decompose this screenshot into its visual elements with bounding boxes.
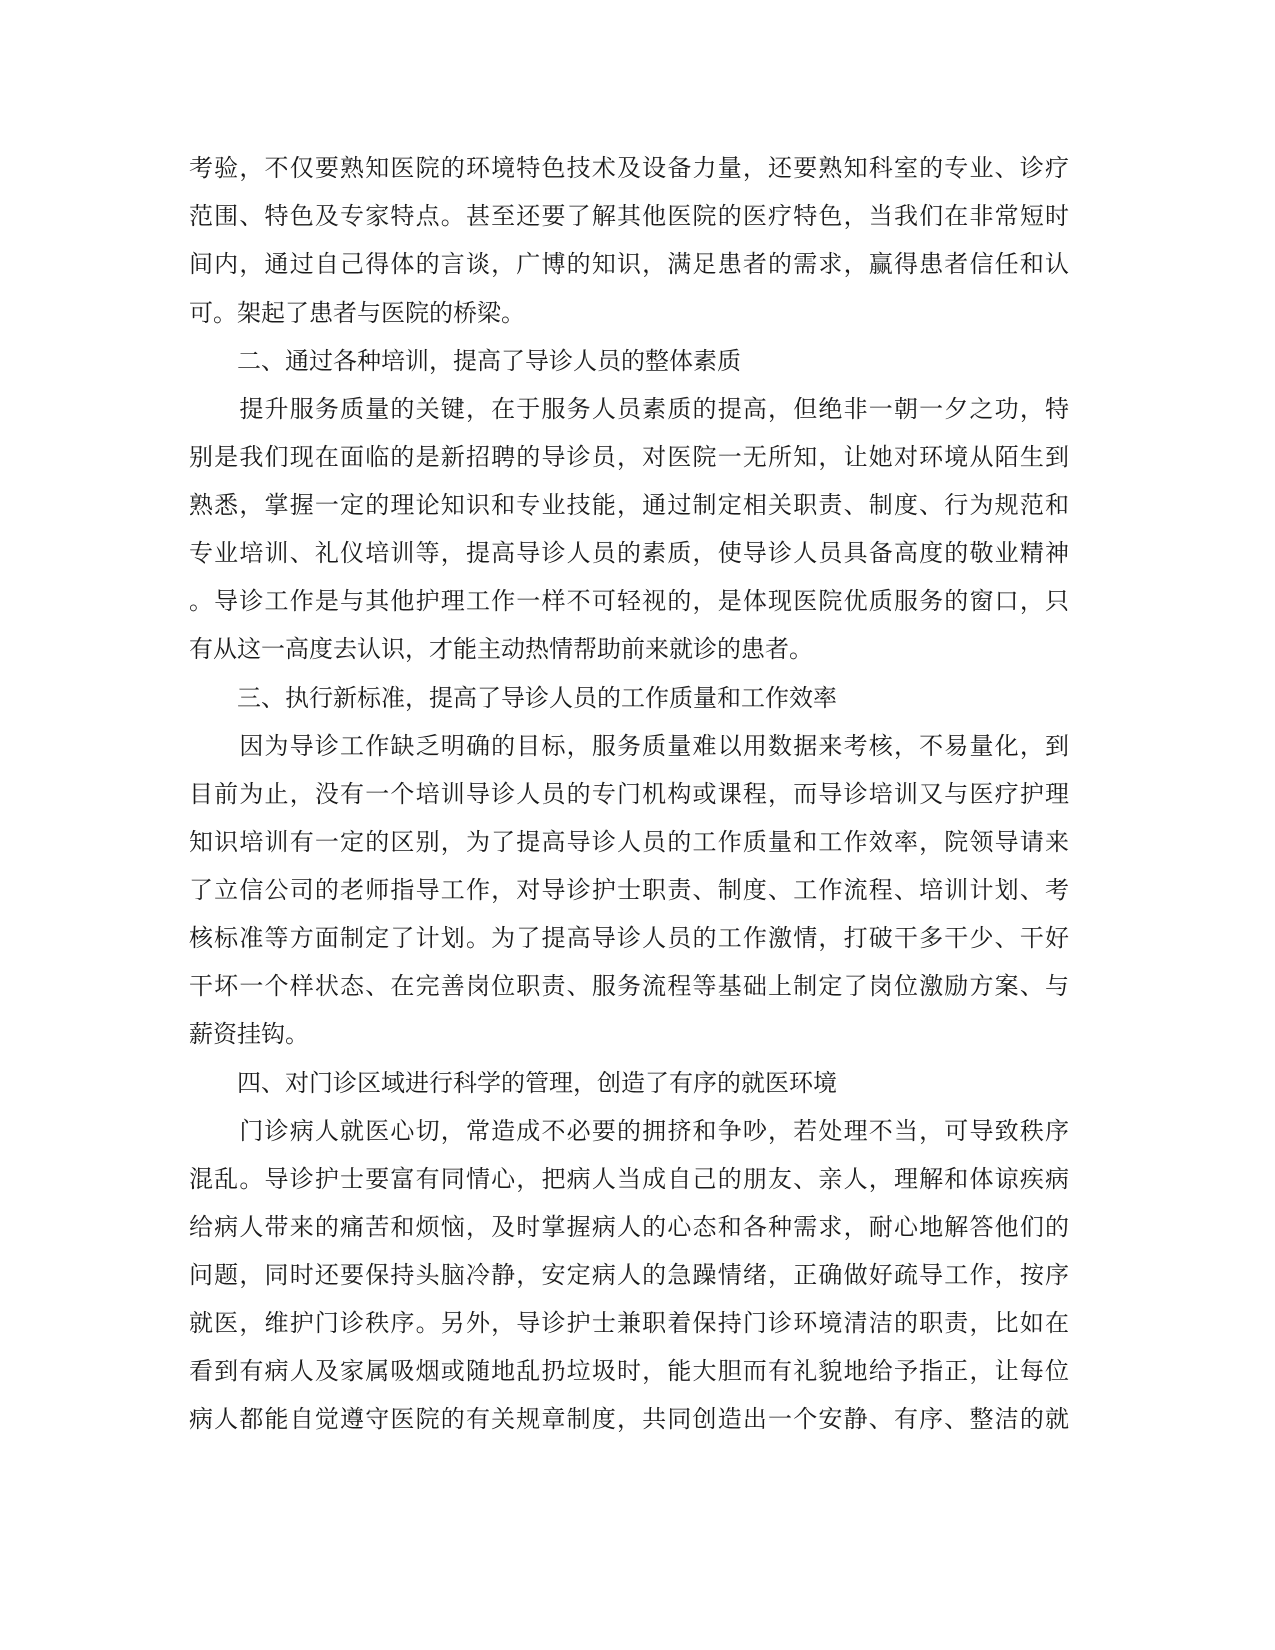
body-text-line: 考验，不仅要熟知医院的环境特色技术及设备力量，还要熟知科室的专业、诊疗 xyxy=(189,154,1069,182)
body-text-line: 范围、特色及专家特点。甚至还要了解其他医院的医疗特色，当我们在非常短时 xyxy=(189,202,1069,230)
body-text-line: 熟悉，掌握一定的理论知识和专业技能，通过制定相关职责、制度、行为规范和 xyxy=(189,491,1069,519)
body-text-line: 提升服务质量的关键，在于服务人员素质的提高，但绝非一朝一夕之功，特 xyxy=(189,395,1069,423)
body-text-line: 间内，通过自己得体的言谈，广博的知识，满足患者的需求，赢得患者信任和认 xyxy=(189,250,1069,278)
body-text-line: 混乱。导诊护士要富有同情心，把病人当成自己的朋友、亲人，理解和体谅疾病 xyxy=(189,1165,1069,1193)
section-heading-3: 三、执行新标准，提高了导诊人员的工作质量和工作效率 xyxy=(189,684,837,712)
body-text-line: 专业培训、礼仪培训等，提高导诊人员的素质，使导诊人员具备高度的敬业精神 xyxy=(189,539,1069,567)
body-text-line: 可。架起了患者与医院的桥梁。 xyxy=(189,299,525,327)
body-text-line: 给病人带来的痛苦和烦恼，及时掌握病人的心态和各种需求，耐心地解答他们的 xyxy=(189,1213,1069,1241)
body-text-line: 就医，维护门诊秩序。另外，导诊护士兼职着保持门诊环境清洁的职责，比如在 xyxy=(189,1309,1069,1337)
body-text-line: 问题，同时还要保持头脑冷静，安定病人的急躁情绪，正确做好疏导工作，按序 xyxy=(189,1261,1069,1289)
body-text-line: 目前为止，没有一个培训导诊人员的专门机构或课程，而导诊培训又与医疗护理 xyxy=(189,780,1069,808)
body-text-line: 。导诊工作是与其他护理工作一样不可轻视的，是体现医院优质服务的窗口，只 xyxy=(189,587,1069,615)
body-text-line: 核标准等方面制定了计划。为了提高导诊人员的工作激情，打破干多干少、干好 xyxy=(189,924,1069,952)
body-text-line: 有从这一高度去认识，才能主动热情帮助前来就诊的患者。 xyxy=(189,635,813,663)
body-text-line: 了立信公司的老师指导工作，对导诊护士职责、制度、工作流程、培训计划、考 xyxy=(189,876,1069,904)
body-text-line: 干坏一个样状态、在完善岗位职责、服务流程等基础上制定了岗位激励方案、与 xyxy=(189,972,1069,1000)
body-text-line: 看到有病人及家属吸烟或随地乱扔垃圾时，能大胆而有礼貌地给予指正，让每位 xyxy=(189,1357,1069,1385)
section-heading-4: 四、对门诊区域进行科学的管理，创造了有序的就医环境 xyxy=(189,1069,837,1097)
body-text-line: 门诊病人就医心切，常造成不必要的拥挤和争吵，若处理不当，可导致秩序 xyxy=(189,1117,1069,1145)
body-text-line: 薪资挂钩。 xyxy=(189,1020,309,1048)
body-text-line: 知识培训有一定的区别，为了提高导诊人员的工作质量和工作效率，院领导请来 xyxy=(189,828,1069,856)
body-text-line: 病人都能自觉遵守医院的有关规章制度，共同创造出一个安静、有序、整洁的就 xyxy=(189,1405,1069,1433)
body-text-line: 因为导诊工作缺乏明确的目标，服务质量难以用数据来考核，不易量化，到 xyxy=(189,732,1069,760)
section-heading-2: 二、通过各种培训，提高了导诊人员的整体素质 xyxy=(189,347,741,375)
body-text-line: 别是我们现在面临的是新招聘的导诊员，对医院一无所知，让她对环境从陌生到 xyxy=(189,443,1069,471)
